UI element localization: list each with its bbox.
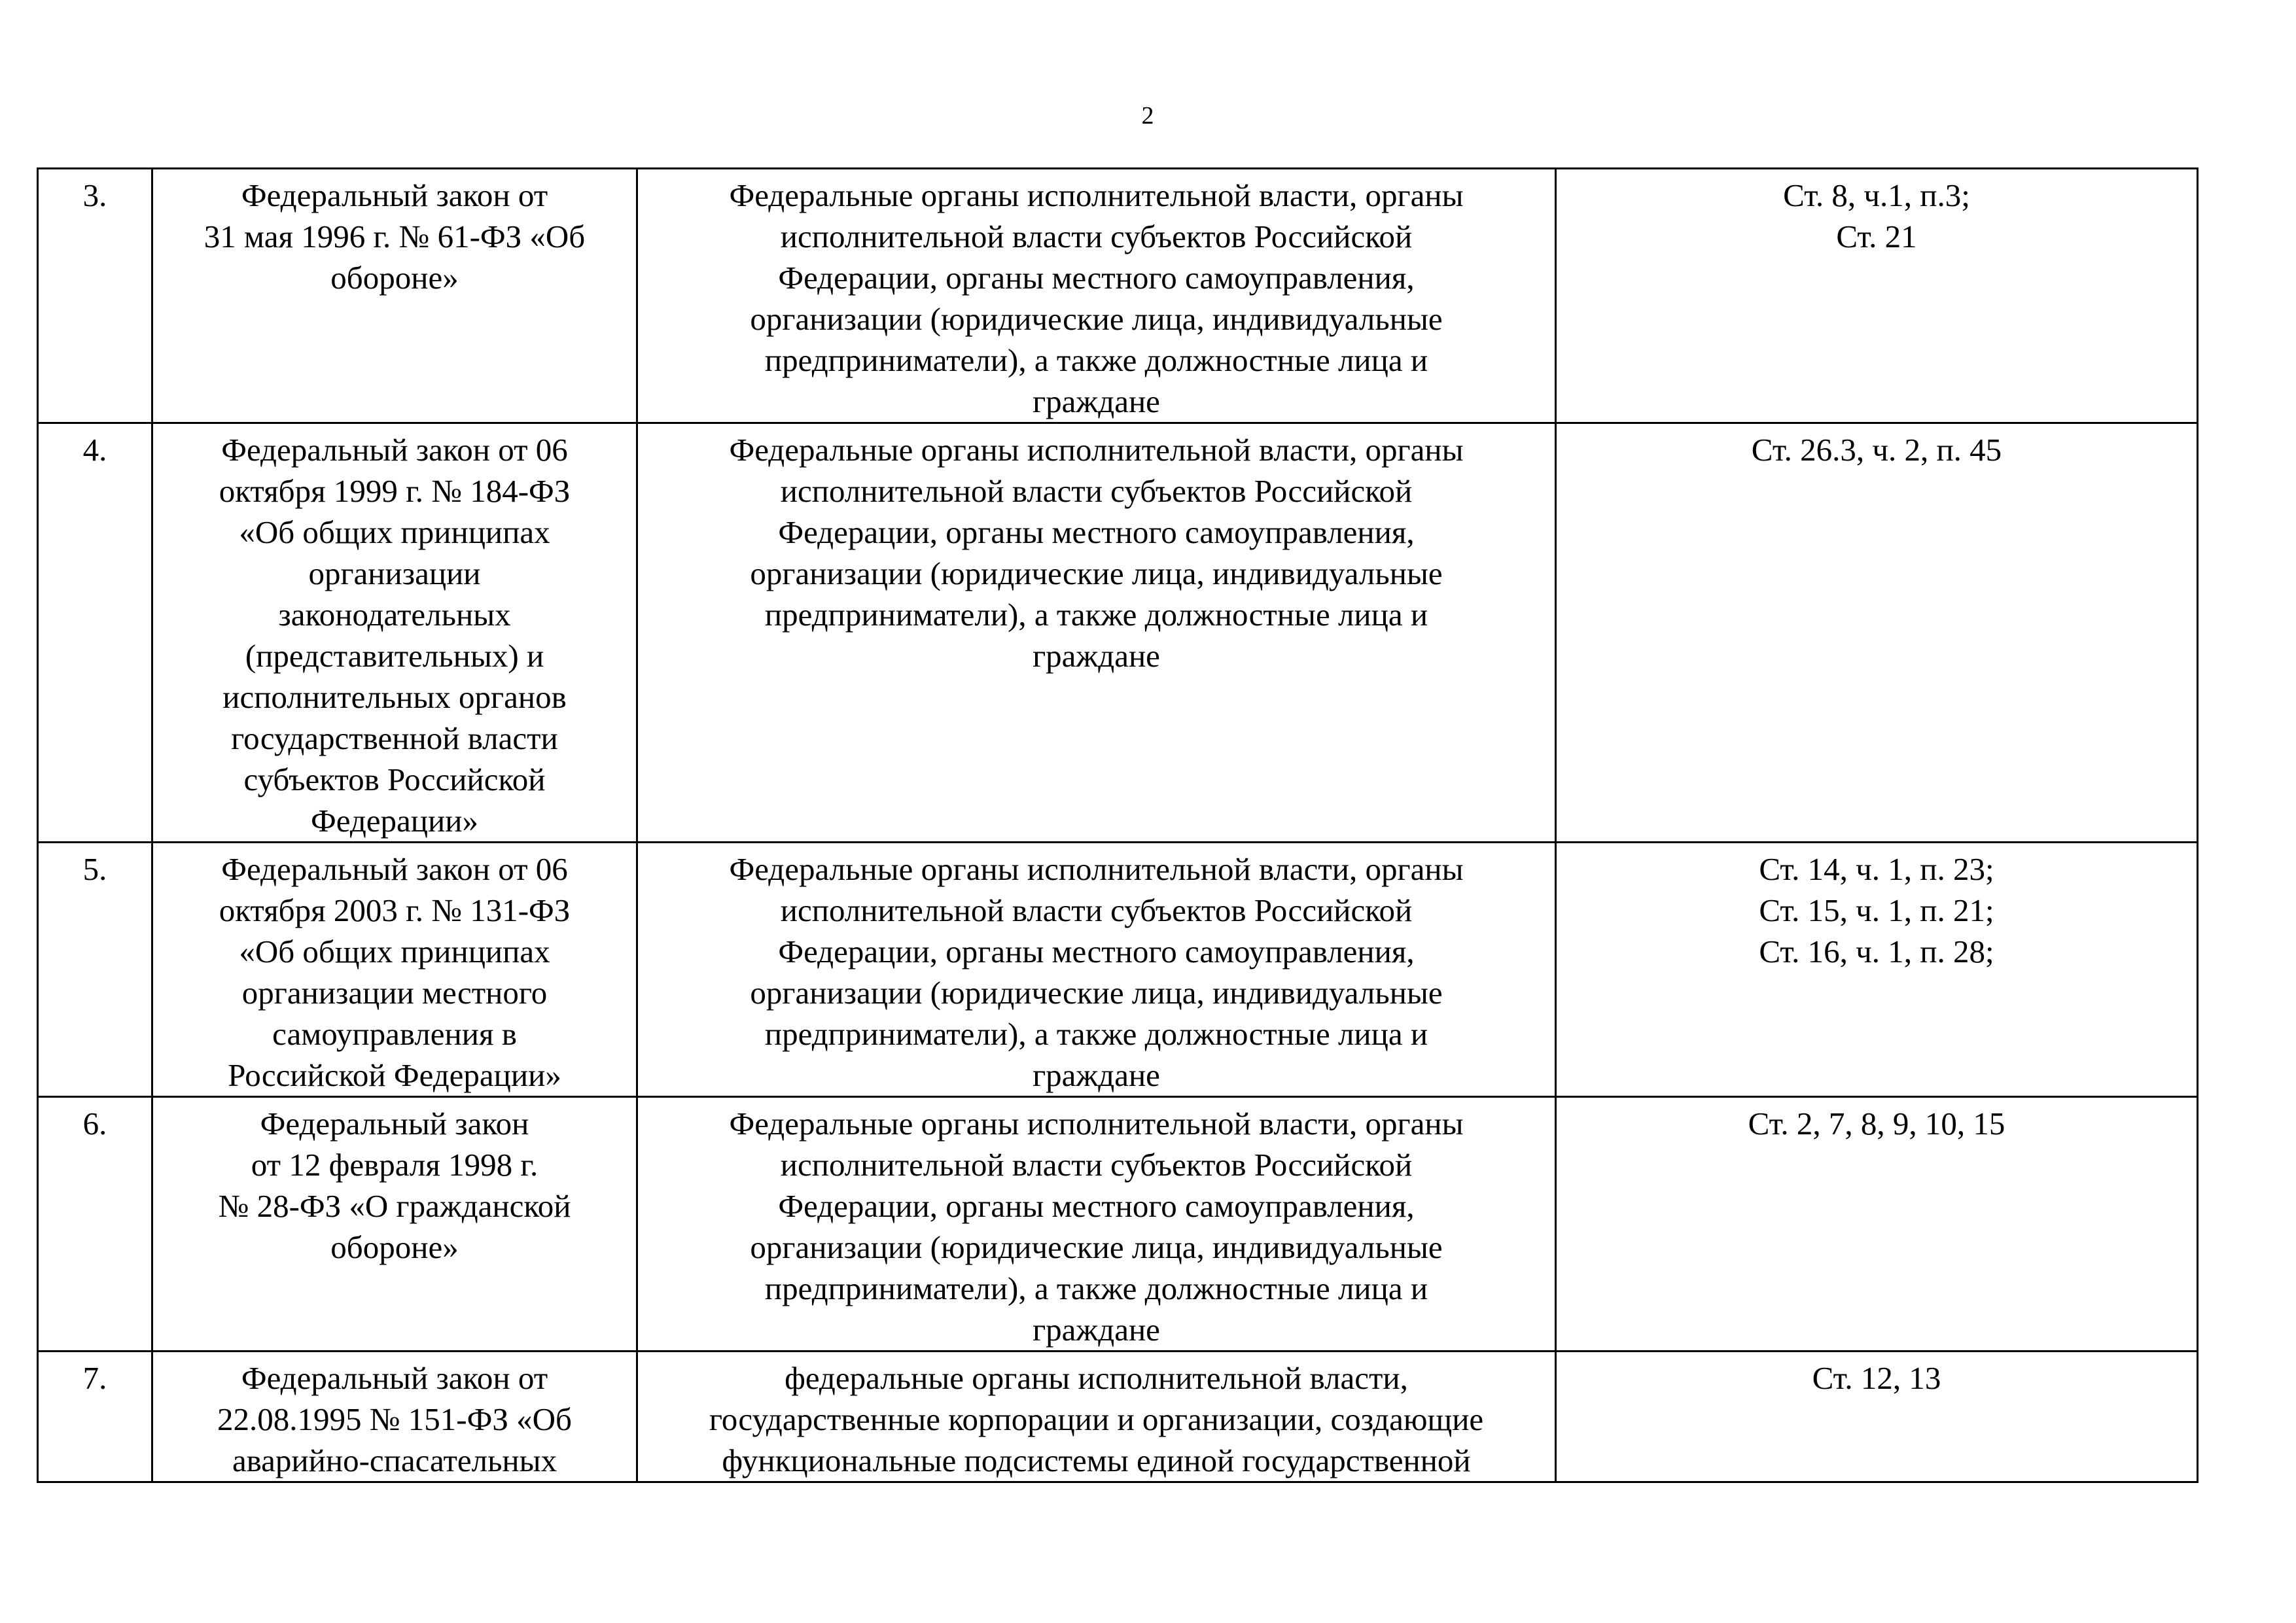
- articles-cell: Ст. 14, ч. 1, п. 23; Ст. 15, ч. 1, п. 21; Ст. 16, ч. 1, п. 28;: [1556, 843, 2198, 1097]
- table-row: [38, 169, 2198, 423]
- table-row: [38, 1352, 2198, 1482]
- articles-cell: Ст. 26.3, ч. 2, п. 45: [1556, 423, 2198, 843]
- articles-cell: Ст. 12, 13: [1556, 1352, 2198, 1482]
- row-number-cell: 4.: [38, 423, 152, 843]
- table-row: [38, 423, 2198, 843]
- table-row: [38, 843, 2198, 1097]
- subjects-cell: Федеральные органы исполнительной власти, органы исполнительной власти субъектов Российской Федерации, органы местного самоуправления, организации (юридические лица, индивидуальные предприниматели), а также должностные лица и граждане: [637, 423, 1556, 843]
- row-number-cell: 3.: [38, 169, 152, 423]
- legal-acts-table: [37, 167, 2199, 1483]
- subjects-cell: Федеральные органы исполнительной власти, органы исполнительной власти субъектов Российской Федерации, органы местного самоуправления, организации (юридические лица, индивидуальные предприниматели), а также должностные лица и граждане: [637, 169, 1556, 423]
- law-name-cell: Федеральный закон от 06 октября 2003 г. № 131-ФЗ «Об общих принципах организации местного самоуправления в Российской Федерации»: [152, 843, 637, 1097]
- law-name-cell: Федеральный закон от 31 мая 1996 г. № 61-ФЗ «Об обороне»: [152, 169, 637, 423]
- subjects-cell: Федеральные органы исполнительной власти, органы исполнительной власти субъектов Российской Федерации, органы местного самоуправления, организации (юридические лица, индивидуальные предприниматели), а также должностные лица и граждане: [637, 843, 1556, 1097]
- row-number-cell: 5.: [38, 843, 152, 1097]
- law-name-cell: Федеральный закон от 22.08.1995 № 151-ФЗ «Об аварийно-спасательных: [152, 1352, 637, 1482]
- subjects-cell: федеральные органы исполнительной власти, государственные корпорации и организации, создающие функциональные подсистемы единой государственной: [637, 1352, 1556, 1482]
- page-number: 2: [1141, 102, 1154, 130]
- law-name-cell: Федеральный закон от 12 февраля 1998 г. № 28-ФЗ «О гражданской обороне»: [152, 1097, 637, 1352]
- table-row: [38, 1097, 2198, 1352]
- row-number-cell: 7.: [38, 1352, 152, 1482]
- articles-cell: Ст. 8, ч.1, п.3; Ст. 21: [1556, 169, 2198, 423]
- law-name-cell: Федеральный закон от 06 октября 1999 г. № 184-ФЗ «Об общих принципах организации законодательных (представительных) и исполнительных органов государственной власти субъектов Российской Федерации»: [152, 423, 637, 843]
- row-number-cell: 6.: [38, 1097, 152, 1352]
- subjects-cell: Федеральные органы исполнительной власти, органы исполнительной власти субъектов Российской Федерации, органы местного самоуправления, организации (юридические лица, индивидуальные предприниматели), а также должностные лица и граждане: [637, 1097, 1556, 1352]
- articles-cell: Ст. 2, 7, 8, 9, 10, 15: [1556, 1097, 2198, 1352]
